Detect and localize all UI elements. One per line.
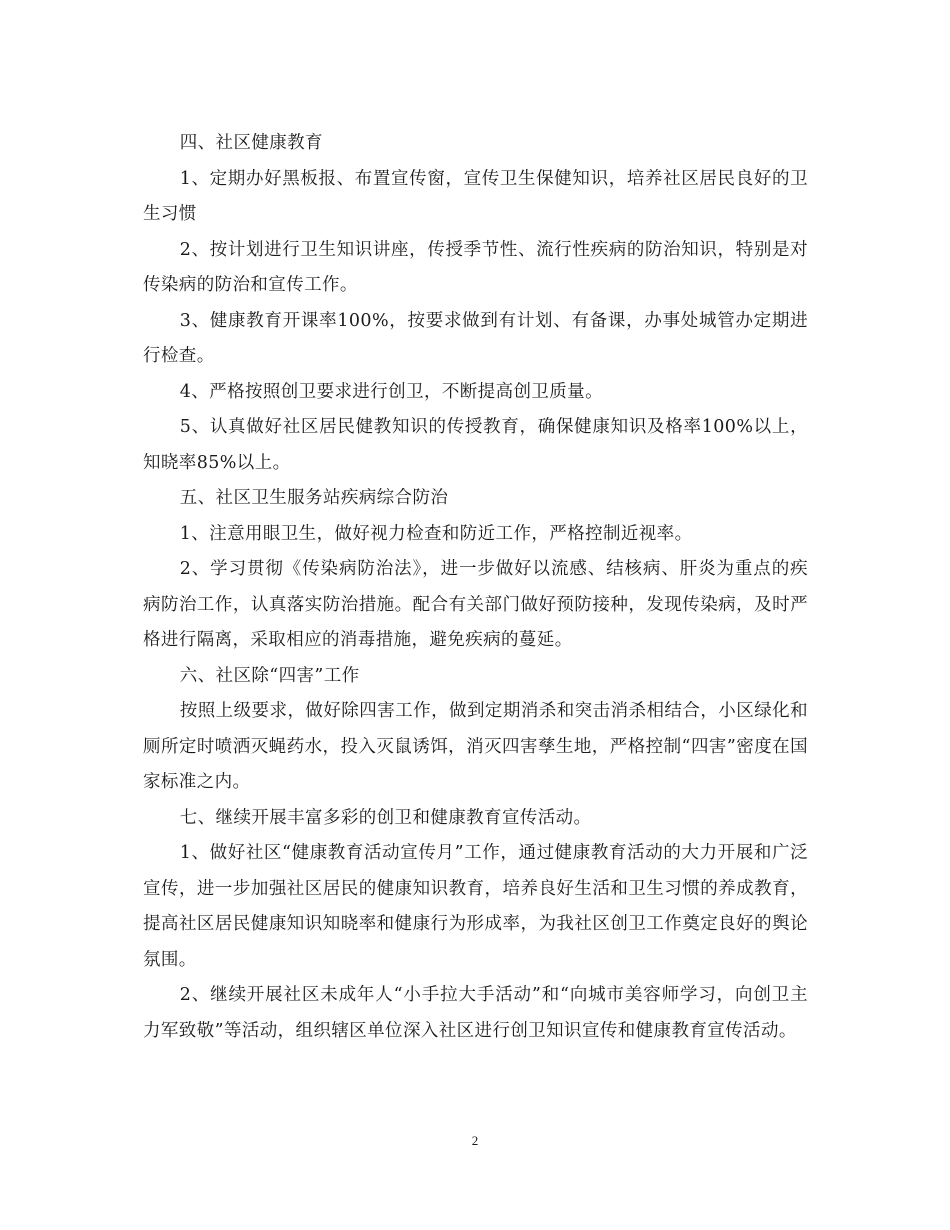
document-body [143, 126, 808, 1049]
section-heading-health-education: 四、社区健康教育 [179, 133, 323, 153]
section-heading-disease-prevention: 五、社区卫生服务站疾病综合防治 [179, 488, 449, 508]
paragraph: 2、学习贯彻《传染病防治法》，进一步做好以流感、结核病、肝炎为重点的疾病防治工作，认真落实防治措施。配合有关部门做好预防接种，发现传染病，及时严格进行隔离，采取相应的消毒措施，避免疾病的蔓延。 [143, 559, 808, 650]
section-heading-four-pests: 六、社区除“四害”工作 [179, 665, 360, 686]
section-heading-publicity-activities: 七、继续开展丰富多彩的创卫和健康教育宣传活动。 [179, 807, 592, 828]
paragraph: 3、健康教育开课率100%，按要求做到有计划、有备课，办事处城管办定期进行检查。 [143, 310, 808, 366]
paragraph: 1、定期办好黑板报、布置宣传窗，宣传卫生保健知识，培养社区居民良好的卫生习惯 [143, 168, 808, 224]
paragraph: 4、严格按照创卫要求进行创卫，不断提高创卫质量。 [179, 381, 603, 402]
paragraph: 5、认真做好社区居民健教知识的传授教育，确保健康知识及格率100%以上，知晓率85%以上。 [143, 417, 808, 473]
page-number: 2 [471, 1133, 479, 1148]
paragraph: 按照上级要求，做好除四害工作，做到定期消杀和突击消杀相结合，小区绿化和厕所定时喷洒灭蝇药水，投入灭鼠诱饵，消灭四害孳生地，严格控制“四害”密度在国家标准之内。 [143, 701, 808, 792]
paragraph: 2、按计划进行卫生知识讲座，传授季节性、流行性疾病的防治知识，特别是对传染病的防治和宣传工作。 [143, 239, 808, 295]
paragraph: 1、做好社区“健康教育活动宣传月”工作，通过健康教育活动的大力开展和广泛宣传，进一步加强社区居民的健康知识教育，培养良好生活和卫生习惯的养成教育，提高社区居民健康知识知晓率和健康行为形成率，为我社区创卫工作奠定良好的舆论氛围。 [143, 843, 808, 970]
paragraph: 2、继续开展社区未成年人“小手拉大手活动”和“向城市美容师学习，向创卫主力军致敬”等活动，组织辖区单位深入社区进行创卫知识宣传和健康教育宣传活动。 [143, 985, 808, 1041]
paragraph: 1、注意用眼卫生，做好视力检查和防近工作，严格控制近视率。 [179, 523, 693, 544]
